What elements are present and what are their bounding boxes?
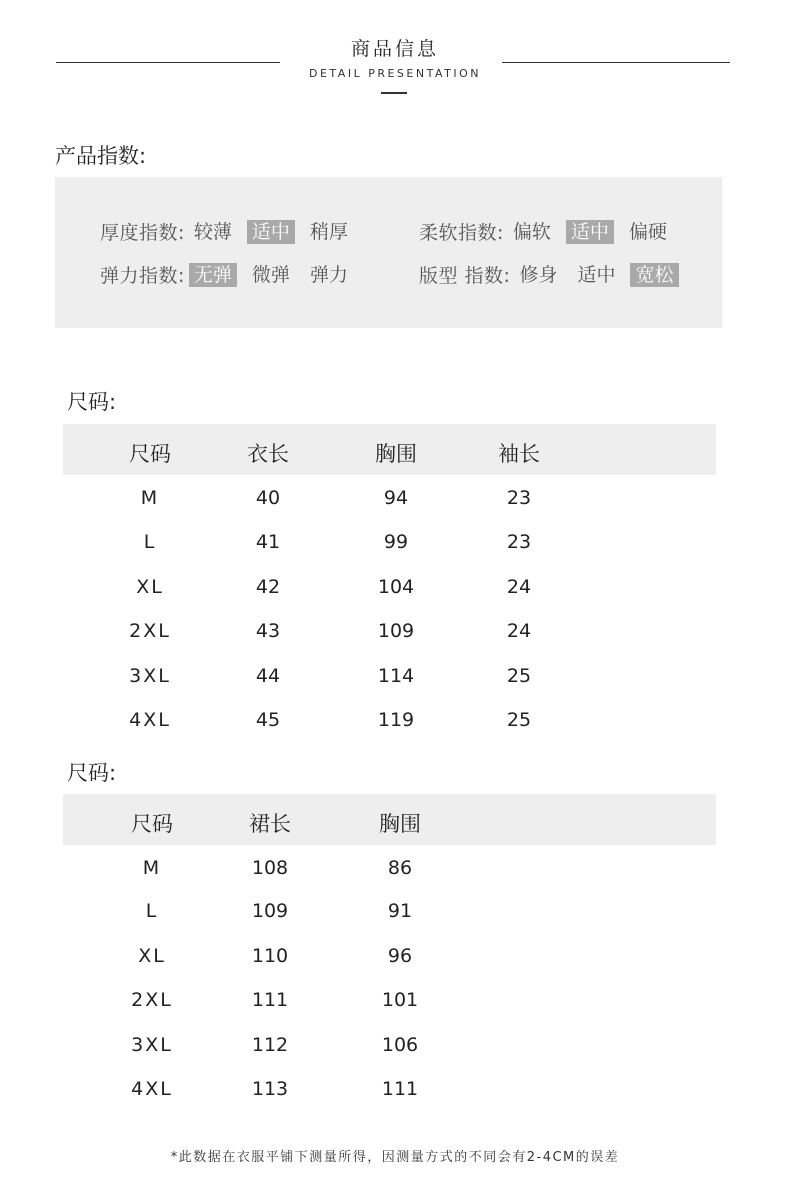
index-option: 弹力 bbox=[309, 263, 348, 286]
table-cell: 41 bbox=[255, 531, 281, 553]
table-cell: 42 bbox=[255, 576, 281, 598]
table-cell: 91 bbox=[387, 900, 413, 922]
size-cell: XL bbox=[138, 945, 166, 967]
table-header-cell: 衣长 bbox=[247, 442, 289, 466]
table-cell: 25 bbox=[506, 665, 532, 687]
table-cell: 111 bbox=[251, 989, 289, 1011]
size-cell: M bbox=[140, 487, 160, 509]
table-cell: 109 bbox=[377, 620, 415, 642]
size-cell: M bbox=[142, 857, 162, 879]
table-cell: 99 bbox=[383, 531, 409, 553]
index-option: 偏硬 bbox=[628, 220, 667, 243]
index-option: 适中 bbox=[577, 263, 616, 286]
table-header-cell: 袖长 bbox=[498, 442, 540, 466]
size-cell: 4XL bbox=[129, 709, 171, 731]
table-cell: 96 bbox=[387, 945, 413, 967]
index-row bbox=[100, 261, 353, 288]
size-cell: XL bbox=[136, 576, 164, 598]
table-header-cell: 尺码 bbox=[129, 442, 171, 466]
table-header-cell: 裙长 bbox=[249, 812, 291, 836]
page-title: 商品信息 bbox=[350, 38, 439, 60]
table-cell: 109 bbox=[251, 900, 289, 922]
size-cell: 2XL bbox=[131, 989, 173, 1011]
index-row-label: 版型 指数: bbox=[419, 265, 511, 287]
measurement-footnote: *此数据在衣服平铺下测量所得，因测量方式的不同会有2-4CM的误差 bbox=[170, 1150, 620, 1165]
index-option-selected: 适中 bbox=[566, 220, 614, 244]
index-row-label: 弹力指数: bbox=[100, 265, 185, 287]
index-row bbox=[100, 218, 353, 245]
table-header-cell: 胸围 bbox=[379, 812, 421, 836]
page-subtitle: DETAIL PRESENTATION bbox=[309, 67, 481, 80]
size-cell: 3XL bbox=[129, 665, 171, 687]
index-row-label: 柔软指数: bbox=[419, 222, 504, 244]
table-cell: 113 bbox=[251, 1078, 289, 1100]
table-cell: 94 bbox=[383, 487, 409, 509]
index-option: 微弹 bbox=[251, 263, 290, 286]
index-option: 较薄 bbox=[193, 220, 232, 243]
table-cell: 23 bbox=[506, 487, 532, 509]
header-divider-right bbox=[502, 62, 730, 63]
index-option: 偏软 bbox=[512, 220, 551, 243]
index-option: 修身 bbox=[519, 263, 558, 286]
index-row-label: 厚度指数: bbox=[100, 222, 185, 244]
table-cell: 23 bbox=[506, 531, 532, 553]
table-cell: 111 bbox=[381, 1078, 419, 1100]
product-index-label: 产品指数: bbox=[55, 144, 147, 168]
product-index-panel bbox=[55, 177, 722, 328]
table-header-cell: 尺码 bbox=[131, 812, 173, 836]
skirt-size-label: 尺码: bbox=[67, 761, 117, 785]
table-cell: 106 bbox=[381, 1034, 419, 1056]
table-cell: 86 bbox=[387, 857, 413, 879]
header-divider-left bbox=[56, 62, 280, 63]
table-cell: 45 bbox=[255, 709, 281, 731]
table-cell: 110 bbox=[251, 945, 289, 967]
table-cell: 43 bbox=[255, 620, 281, 642]
table-cell: 114 bbox=[377, 665, 415, 687]
index-row bbox=[419, 261, 679, 288]
size-cell: 4XL bbox=[131, 1078, 173, 1100]
table-cell: 108 bbox=[251, 857, 289, 879]
index-option-selected: 无弹 bbox=[189, 263, 237, 287]
table-cell: 40 bbox=[255, 487, 281, 509]
index-option-selected: 适中 bbox=[247, 220, 295, 244]
index-option-selected: 宽松 bbox=[630, 263, 678, 287]
index-row bbox=[419, 218, 672, 245]
table-cell: 25 bbox=[506, 709, 532, 731]
table-header-cell: 胸围 bbox=[375, 442, 417, 466]
table-cell: 24 bbox=[506, 576, 532, 598]
table-cell: 112 bbox=[251, 1034, 289, 1056]
table-cell: 104 bbox=[377, 576, 415, 598]
header-accent-dash bbox=[381, 92, 407, 94]
size-cell: 3XL bbox=[131, 1034, 173, 1056]
table-cell: 44 bbox=[255, 665, 281, 687]
table-cell: 119 bbox=[377, 709, 415, 731]
table-cell: 101 bbox=[381, 989, 419, 1011]
top-size-label: 尺码: bbox=[67, 390, 117, 414]
index-option: 稍厚 bbox=[309, 220, 348, 243]
table-cell: 24 bbox=[506, 620, 532, 642]
size-cell: 2XL bbox=[129, 620, 171, 642]
size-cell: L bbox=[143, 531, 157, 553]
size-cell: L bbox=[145, 900, 159, 922]
